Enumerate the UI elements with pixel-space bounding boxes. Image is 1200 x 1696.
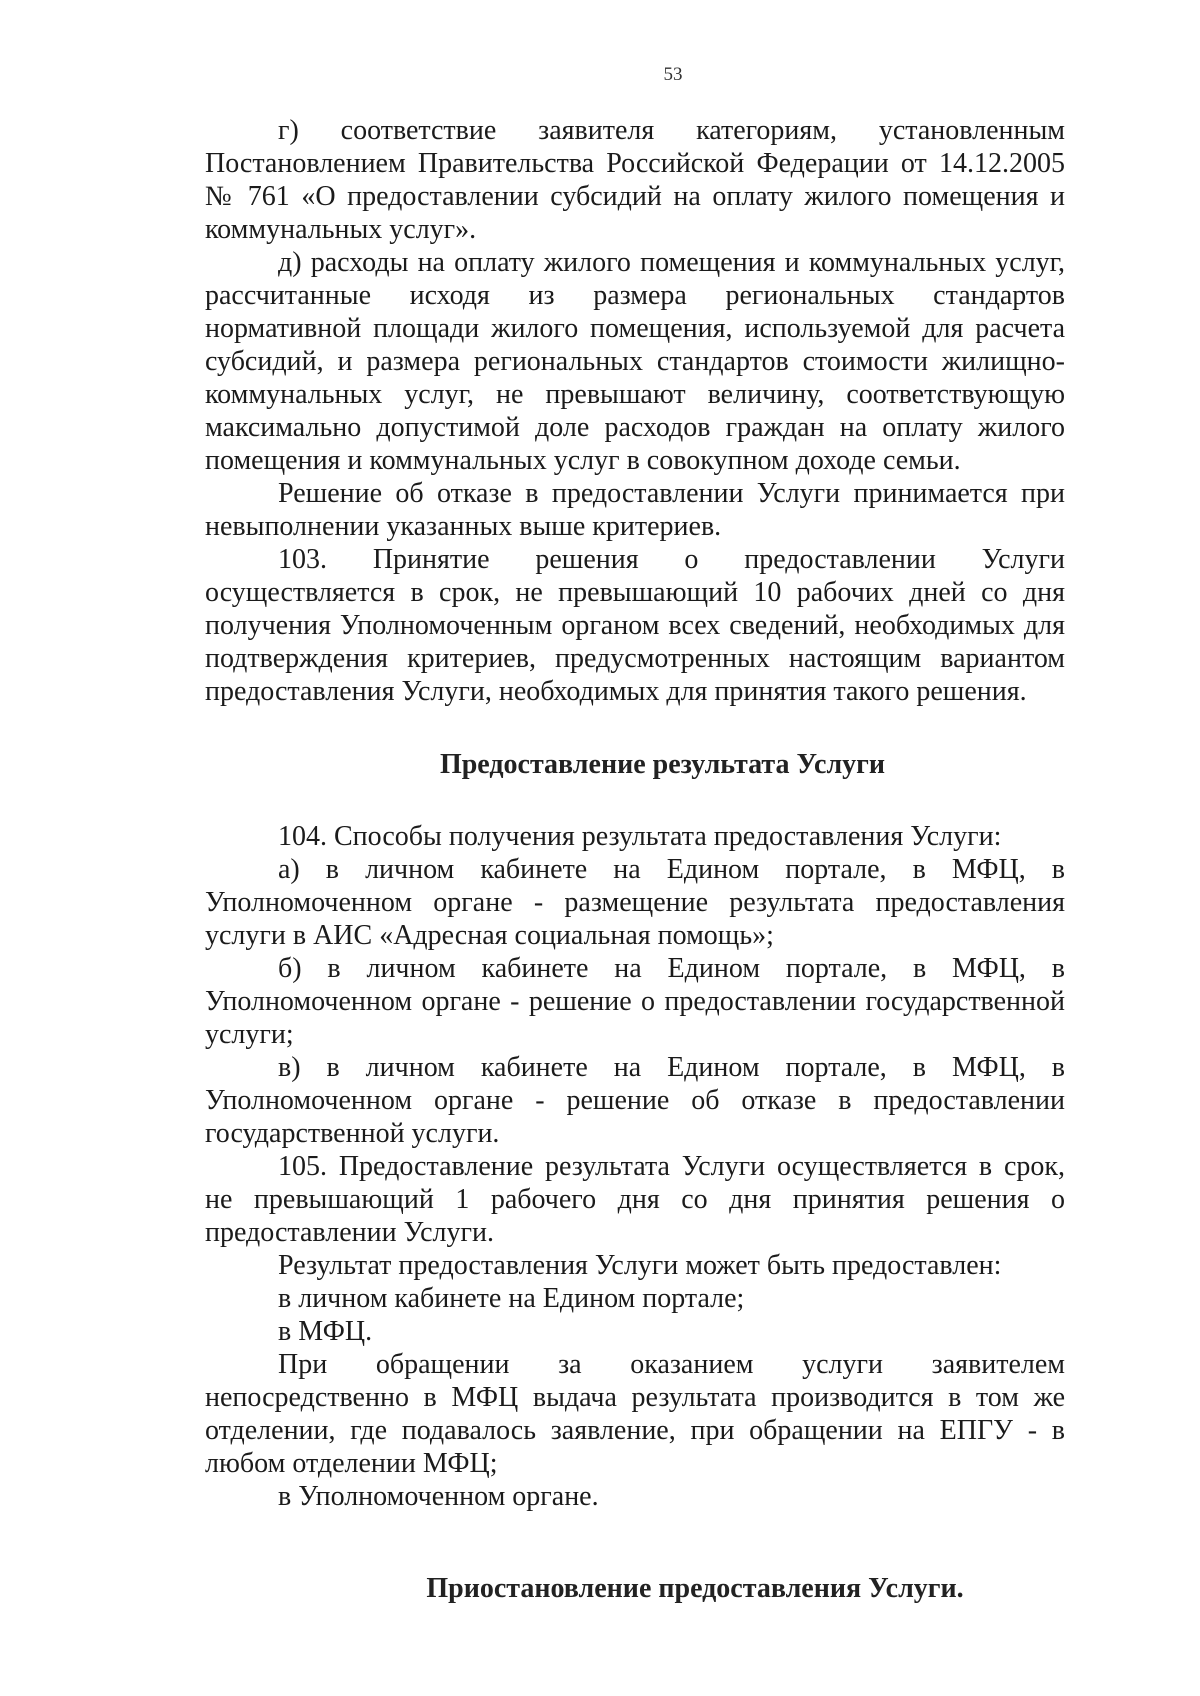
document-body (205, 114, 1065, 1605)
paragraph-result-portal: в личном кабинете на Едином портале; (278, 1283, 745, 1314)
paragraph-result-authority: в Уполномоченном органе. (278, 1481, 599, 1512)
paragraph-refusal-decision: Решение об отказе в предоставлении Услуги принимается при невыполнении указанных выше критериев. (205, 478, 1065, 542)
paragraph-criterion-d: д) расходы на оплату жилого помещения и коммунальных услуг, рассчитанные исходя из размера региональных стандартов нормативной площади жилого помещения, используемой для расчета субсидий, и размера региональных стандартов стоимости жилищно-коммунальных услуг, не превышают величину, соответствующую максимально допустимой доле расходов граждан на оплату жилого помещения и коммунальных услуг в совокупном доходе семьи. (205, 247, 1065, 476)
paragraph-result-mfc: в МФЦ. (278, 1316, 373, 1347)
section-heading-result: Предоставление результата Услуги (439, 749, 886, 780)
section-heading-suspension: Приостановление предоставления Услуги. (426, 1573, 964, 1604)
page-number: 53 (663, 64, 683, 85)
paragraph-item-105: 105. Предоставление результата Услуги осуществляется в срок, не превышающий 1 рабочего дня со дня принятия решения о предоставлении Услуги. (205, 1151, 1065, 1248)
paragraph-method-a: а) в личном кабинете на Едином портале, в МФЦ, в Уполномоченном органе - размещение результата предоставления услуги в АИС «Адресная социальная помощь»; (205, 854, 1065, 951)
paragraph-result-intro: Результат предоставления Услуги может быть предоставлен: (278, 1250, 1002, 1281)
paragraph-method-b: б) в личном кабинете на Едином портале, в МФЦ, в Уполномоченном органе - решение о предоставлении государственной услуги; (205, 953, 1065, 1050)
paragraph-item-104: 104. Способы получения результата предоставления Услуги: (278, 821, 1002, 852)
paragraph-mfc-issuance: При обращении за оказанием услуги заявителем непосредственно в МФЦ выдача результата производится в том же отделении, где подавалось заявление, при обращении на ЕПГУ - в любом отделении МФЦ; (205, 1349, 1065, 1479)
paragraph-item-103: 103. Принятие решения о предоставлении Услуги осуществляется в срок, не превышающий 10 рабочих дней со дня получения Уполномоченным органом всех сведений, необходимых для подтверждения критериев, предусмотренных настоящим вариантом предоставления Услуги, необходимых для принятия такого решения. (205, 544, 1065, 707)
paragraph-method-v: в) в личном кабинете на Едином портале, в МФЦ, в Уполномоченном органе - решение об отказе в предоставлении государственной услуги. (205, 1052, 1065, 1149)
paragraph-criterion-g: г) соответствие заявителя категориям, установленным Постановлением Правительства Российской Федерации от 14.12.2005 № 761 «О предоставлении субсидий на оплату жилого помещения и коммунальных услуг». (205, 115, 1065, 245)
